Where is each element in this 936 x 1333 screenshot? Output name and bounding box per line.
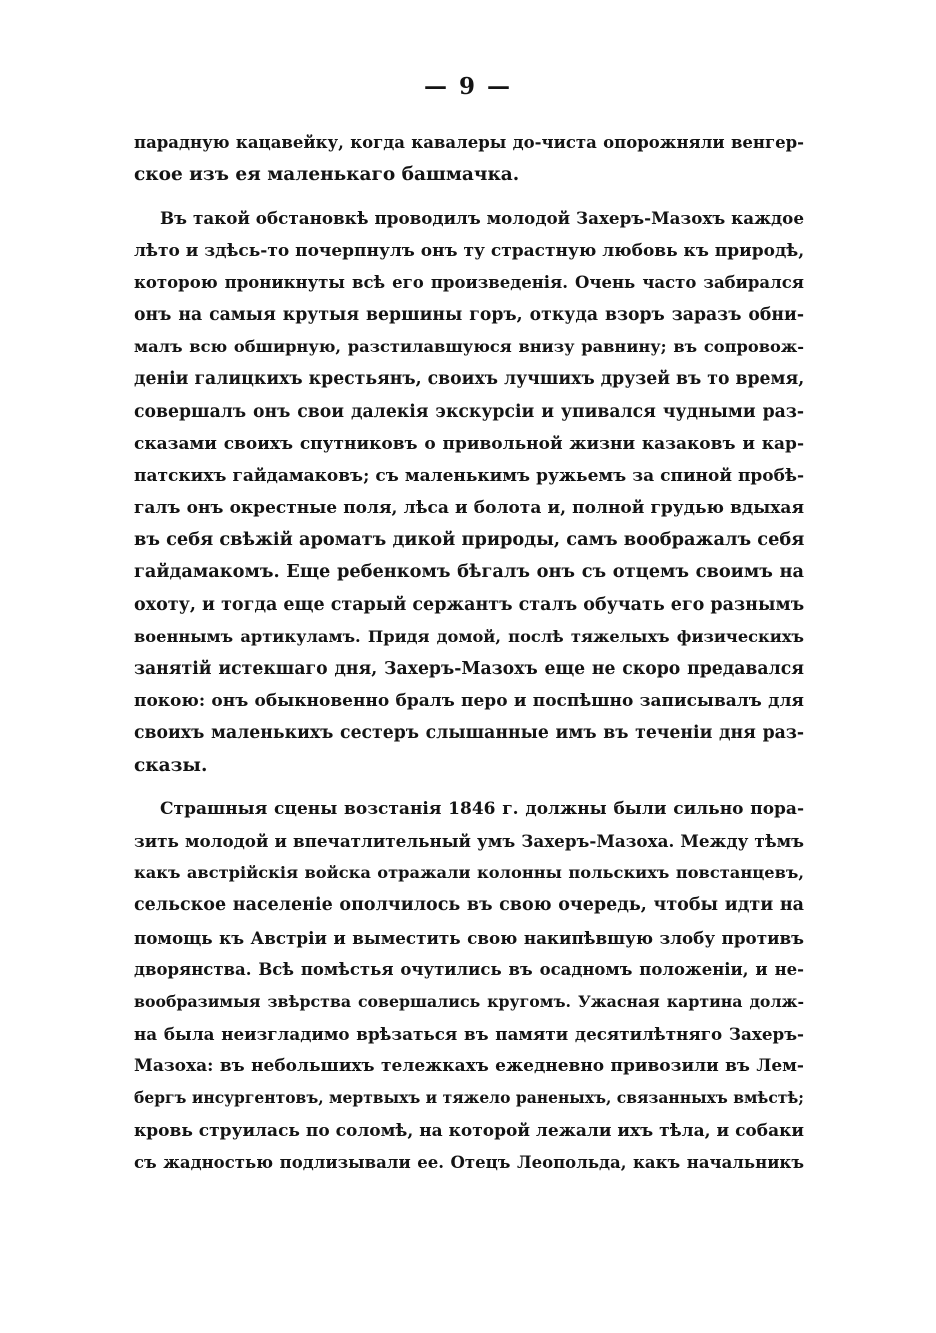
text-line: ское изъ ея маленькаго башмачка. — [134, 164, 520, 186]
text-line: галъ онъ окрестные поля, лѣса и болота и, полной грудью вдыхая — [134, 498, 804, 519]
text-line: Мазоха: въ небольшихъ тележкахъ ежедневно привозили въ Лем- — [134, 1056, 804, 1077]
text-line: Въ такой обстановкѣ проводилъ молодой Захеръ-Мазохъ каждое — [160, 208, 804, 229]
paragraph-gap — [134, 782, 804, 793]
text-line: своихъ маленькихъ сестеръ слышанные имъ въ теченіи дня раз- — [134, 723, 804, 744]
text-line: въ себя свѣжій ароматъ дикой природы, самъ воображалъ себя — [134, 529, 805, 551]
text-line: на была неизгладимо врѣзаться въ памяти десятилѣтняго Захеръ- — [134, 1024, 804, 1045]
text-body — [134, 127, 804, 1179]
text-line: охоту, и тогда еще старый сержантъ сталъ обучать его разнымъ — [134, 594, 805, 615]
text-line: вообразимыя звѣрства совершались кругомъ. Ужасная картина долж- — [134, 991, 804, 1011]
text-line: лѣто и здѣсь-то почерпнулъ онъ ту страстную любовь къ природѣ, — [134, 240, 805, 261]
text-line: Страшныя сцены возстанія 1846 г. должны были сильно пора- — [160, 798, 804, 819]
text-line: кровь струилась по соломѣ, на которой лежали ихъ тѣла, и собаки — [134, 1120, 804, 1141]
text-line: которою проникнуты всѣ его произведенія. Очень часто забирался — [134, 272, 804, 292]
text-line: сельское населеніе ополчилось въ свою очередь, чтобы идти на — [134, 895, 804, 916]
text-line: парадную кацавейку, когда кавалеры до-чиста опорожняли венгер- — [134, 133, 804, 152]
text-line: помощь къ Австріи и выместить свою накипѣвшую злобу противъ — [134, 927, 804, 948]
text-line: гайдамакомъ. Еще ребенкомъ бѣгалъ онъ съ отцемъ своимъ на — [134, 561, 804, 583]
text-line: сказы. — [134, 754, 208, 776]
paragraph-gap — [134, 191, 804, 202]
text-line: малъ всю обширную, разстилавшуюся внизу равнину; въ сопровож- — [134, 337, 804, 357]
text-line: съ жадностью подлизывали ее. Отецъ Леопольда, какъ начальникъ — [134, 1152, 804, 1172]
paragraph-1 — [134, 127, 804, 191]
text-line: онъ на самыя крутыя вершины горъ, откуда взоръ заразъ обни- — [134, 304, 804, 325]
text-line: патскихъ гайдамаковъ; съ маленькимъ ружьемъ за спиной пробѣ- — [134, 465, 804, 486]
text-line: какъ австрійскія войска отражали колонны польскихъ повстанцевъ, — [134, 863, 804, 883]
text-line: покою: онъ обыкновенно бралъ перо и поспѣшно записывалъ для — [134, 691, 804, 712]
text-line: занятій истекшаго дня, Захеръ-Мазохъ еще не скоро предавался — [134, 659, 804, 679]
paragraph-3 — [134, 793, 804, 1179]
text-line: сказами своихъ спутниковъ о привольной жизни казаковъ и кар- — [134, 433, 804, 454]
text-line: бергъ инсургентовъ, мертвыхъ и тяжело раненыхъ, связанныхъ вмѣстѣ; — [134, 1088, 804, 1108]
paragraph-2 — [134, 202, 804, 781]
text-line: зить молодой и впечатлительный умъ Захеръ-Мазоха. Между тѣмъ — [134, 830, 804, 851]
text-line: дворянства. Всѣ помѣстья очутились въ осадномъ положеніи, и не- — [134, 959, 804, 979]
page-number: — 9 — — [423, 73, 513, 100]
text-line: совершалъ онъ свои далекія экскурсіи и упивался чудными раз- — [134, 401, 804, 422]
text-line: военнымъ артикуламъ. Придя домой, послѣ тяжелыхъ физическихъ — [134, 626, 804, 646]
text-line: деніи галицкихъ крестьянъ, своихъ лучшихъ друзей въ то время, — [134, 369, 805, 390]
